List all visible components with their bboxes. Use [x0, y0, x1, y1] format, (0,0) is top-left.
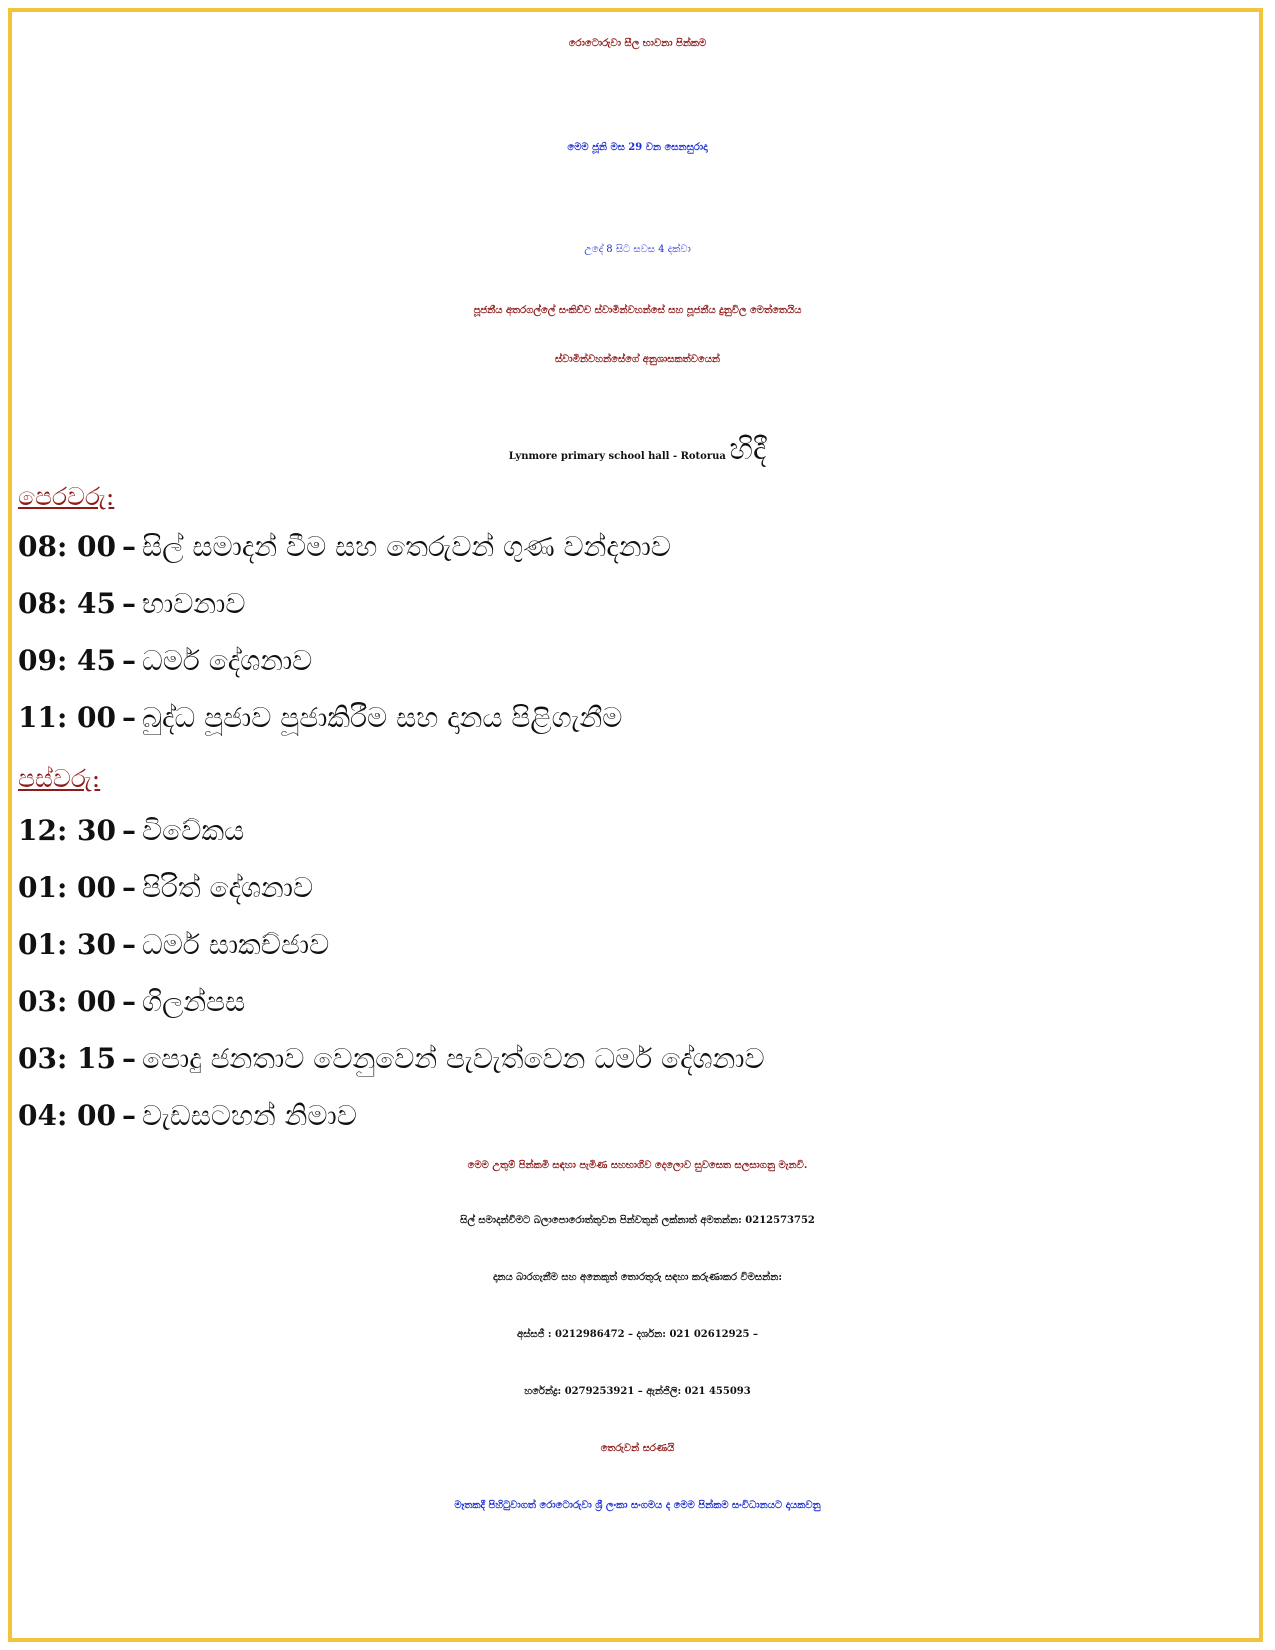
schedule-activity: වැඩසටහන් නිමාව: [142, 1099, 357, 1132]
schedule-row: [18, 985, 245, 1019]
schedule-dash: –: [122, 1099, 137, 1132]
schedule-activity: භාවනාව: [142, 587, 246, 620]
schedule-activity: ධර්ම සාකච්ජාව: [142, 928, 330, 961]
monks-line-1: පූජනීය අතරගල්ලේ සංකිච්ච ස්වාමින්වහන්සේ සහ පූජනීය දුනුවිල මෙත්තෙයිය: [473, 305, 802, 316]
morning-heading: පෙරවරු:: [18, 482, 115, 511]
schedule-time: 09: 45: [18, 644, 117, 677]
event-date: මෙම ජූනි මස 29 වන සෙනසුරාදා: [567, 142, 708, 153]
schedule-time: 04: 00: [18, 1099, 117, 1132]
schedule-time: 08: 00: [18, 530, 117, 563]
schedule-time: 08: 45: [18, 587, 117, 620]
schedule-activity: බුද්ධ පූජාව පූජාකිරීම සහ දානය පිළිගැනීම: [142, 701, 623, 734]
schedule-time: 01: 00: [18, 871, 117, 904]
event-title: රොටොරුවා සීල භාවනා පින්කම: [568, 38, 707, 49]
schedule-row: [18, 871, 313, 905]
schedule-dash: –: [122, 814, 137, 847]
schedule-activity: පිරිත් දේශනාව: [142, 871, 314, 904]
contacts-line-1: අස්සජී : 0212986472 – දර්ශන: 021 02612925 –: [517, 1329, 758, 1340]
schedule-row: [18, 1099, 357, 1133]
schedule-time: 03: 15: [18, 1042, 117, 1075]
blessing-text: තෙරුවන් සරණයි: [600, 1443, 675, 1454]
schedule-dash: –: [122, 644, 137, 677]
venue-suffix: හිදී: [729, 432, 767, 467]
schedule-activity: ගිලන්පස: [142, 985, 246, 1018]
invitation-text: මෙම උතුම් පින්කමි සඳහා පැමිණ සහභාගීව දෙලොව සුවසෙත සලසාගනු මැනවි.: [467, 1160, 808, 1171]
monks-line-2: ස්වාමින්වහන්සේගේ අනුශාසකත්වයෙන්: [554, 354, 721, 365]
sponsor-text: මෑතකදී පිහිටුවාගත් රොටොරුවා ශ්‍රී ලංකා සංගමය ද මෙම පින්කම සංවිධානයට දායකවනු: [454, 1500, 821, 1511]
schedule-row: [18, 1042, 765, 1076]
schedule-activity: ධර්ම දේශනාව: [142, 644, 313, 677]
venue-place: Lynmore primary school hall - Rotorua: [508, 451, 726, 462]
schedule-activity: විවේකය: [142, 814, 245, 847]
schedule-time: 03: 00: [18, 985, 117, 1018]
schedule-dash: –: [122, 871, 137, 904]
sil-contact-phone: 0212573752: [745, 1215, 815, 1226]
schedule-time: 01: 30: [18, 928, 117, 961]
schedule-row: [18, 928, 329, 962]
contacts-line-2: හරේන්ද්‍ර: 0279253921 – ඇන්ජිලි: 021 455093: [524, 1386, 751, 1397]
schedule-row: [18, 814, 244, 848]
schedule-dash: –: [122, 701, 137, 734]
sil-contact-line: [0, 1215, 1275, 1226]
schedule-dash: –: [122, 1042, 137, 1075]
schedule-dash: –: [122, 530, 137, 563]
schedule-dash: –: [122, 985, 137, 1018]
schedule-activity: සිල් සමාදන් වීම සහ තෙරුවන් ගුණ වන්දනාව: [142, 530, 671, 563]
sil-contact-label: සිල් සමාදන්වීමට බලාපොරොත්තුවන පින්වතුන් ලක්නාත් අමතන්න:: [460, 1215, 742, 1226]
afternoon-heading: පස්වරු:: [18, 764, 101, 793]
schedule-activity: පොදු ජනතාව වෙනුවෙන් පැවැත්වෙන ධර්ම දේශනාව: [142, 1042, 765, 1075]
schedule-row: [18, 530, 671, 564]
schedule-row: [18, 587, 245, 621]
schedule-row: [18, 701, 622, 735]
schedule-dash: –: [122, 928, 137, 961]
venue-line: [0, 432, 1275, 467]
schedule-dash: –: [122, 587, 137, 620]
schedule-row: [18, 644, 312, 678]
event-time-range: උදේ 8 සිට සවස 4 දක්වා: [584, 244, 691, 255]
schedule-time: 11: 00: [18, 701, 117, 734]
schedule-time: 12: 30: [18, 814, 117, 847]
dana-info-text: දානය බාරගැනීම සහ අනෙකුත් තොරතුරු සඳහා කරුණාකර විමසන්න:: [492, 1272, 783, 1283]
